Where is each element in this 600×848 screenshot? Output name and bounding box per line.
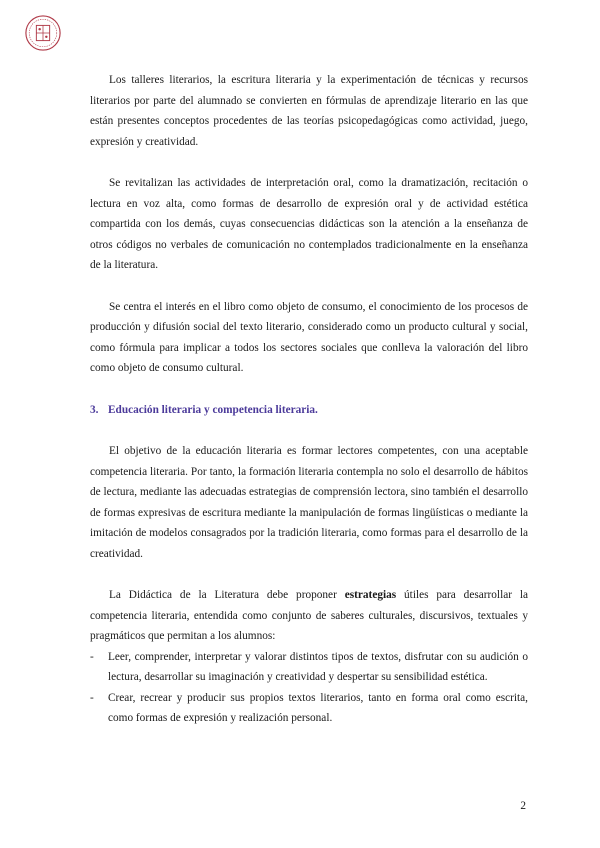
list-marker: - bbox=[90, 650, 94, 663]
list-item bbox=[90, 647, 528, 688]
list-item-text: Leer, comprender, interpretar y valorar distintos tipos de textos, disfrutar con su audición o lectura, desarrollar su imaginación y creatividad y despertar su sensibilidad estética. bbox=[108, 650, 528, 683]
section-heading bbox=[90, 400, 528, 421]
didactica-bold-term: estrategias bbox=[344, 589, 397, 601]
paragraph-interpretacion-oral: Se revitalizan las actividades de interpretación oral, como la dramatización, recitación o lectura en voz alta, como formas de desarrollo de expresión oral y de actividad estética compartida con los demás, cuyas consecuencias didácticas son la atención a la enseñanza de otros códigos no verbales de comunicación no contemplados tradicionalmente en la enseñanza de la literatura. bbox=[90, 177, 528, 271]
didactica-text-after: útiles para desarrollar la competencia literaria, entendida como conjunto de saberes culturales, discursivos, textuales y pragmáticos que permitan a los alumnos: bbox=[90, 589, 528, 642]
section-title: Educación literaria y competencia literaria. bbox=[108, 403, 318, 416]
didactica-text-before: La Didáctica de la Literatura debe proponer bbox=[109, 589, 345, 601]
paragraph-libro-consumo: Se centra el interés en el libro como objeto de consumo, el conocimiento de los procesos de producción y difusión social del texto literario, considerado como un producto cultural y social, como fórmula para implicar a todos los sectores sociales que conlleva la valoración del libro como objeto de consumo cultural. bbox=[90, 300, 528, 374]
document-body bbox=[90, 70, 528, 729]
page-number: 2 bbox=[520, 800, 526, 812]
list-item-text: Crear, recrear y producir sus propios textos literarios, tanto en forma oral como escrita, como formas de expresión y realización personal. bbox=[108, 691, 528, 724]
list-item bbox=[90, 688, 528, 729]
paragraph-talleres: Los talleres literarios, la escritura literaria y la experimentación de técnicas y recursos literarios por parte del alumnado se convierten en fórmulas de aprendizaje literario en las que están presentes conceptos procedentes de las teorías psicopedagógicas como actividad, juego, expresión y creatividad. bbox=[90, 74, 528, 148]
paragraph-objetivo: El objetivo de la educación literaria es formar lectores competentes, con una aceptable competencia literaria. Por tanto, la formación literaria contempla no solo el desarrollo de hábitos de lectura, mediante las adecuadas estrategias de comprensión lectora, sino también el desarrollo de formas expresivas de escritura mediante la manipulación de formas lingüísticas o mediante la imitación de modelos consagrados por la tradición literaria, como formas para el desarrollo de la creatividad. bbox=[90, 445, 528, 560]
objectives-list bbox=[90, 647, 528, 729]
list-marker: - bbox=[90, 691, 94, 704]
section-number: 3. bbox=[90, 403, 99, 416]
paragraph-didactica bbox=[90, 585, 528, 647]
university-seal-logo bbox=[24, 14, 62, 52]
